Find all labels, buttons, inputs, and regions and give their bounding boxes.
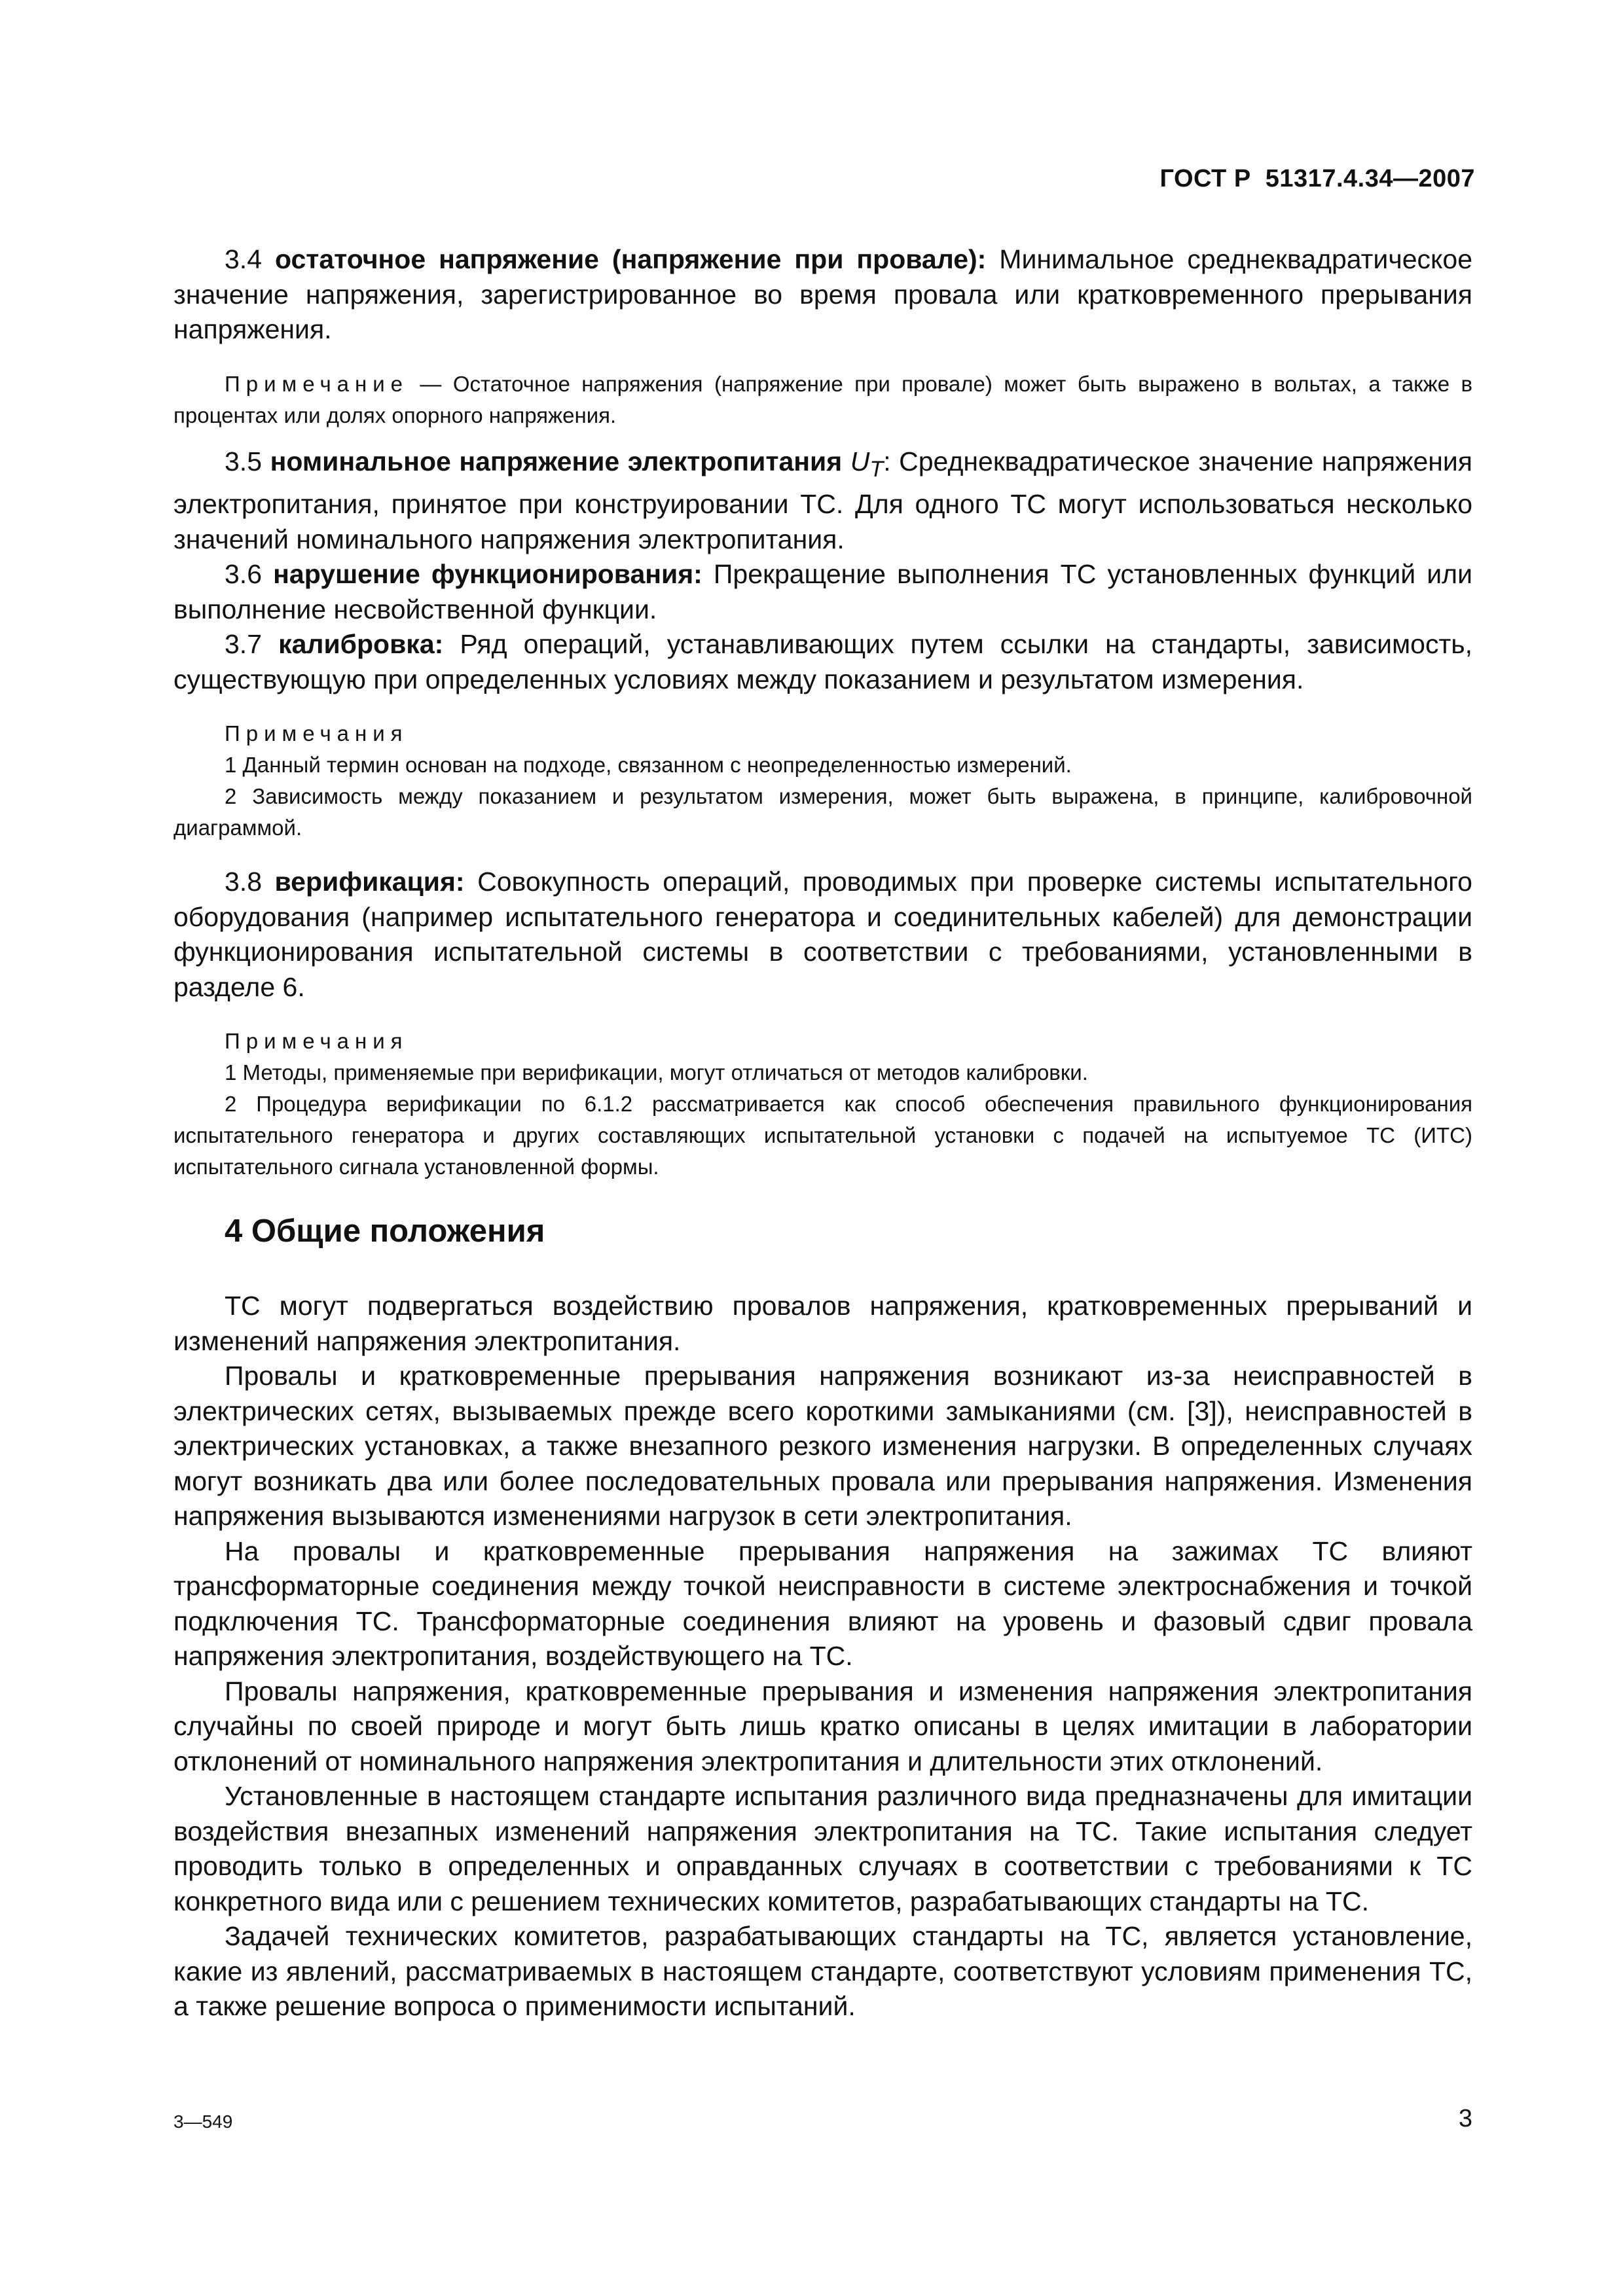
term: нарушение функционирования: bbox=[273, 559, 702, 590]
section4-paragraph-2: Провалы и кратковременные прерывания напряжения возникают из-за неисправностей в электрических сетях, вызываемых прежде всего короткими замыканиями (см. [3]), неисправностей в электрических установках, а также внезапного резкого изменения нагрузки. В определенных случаях могут возникать два или более последовательных провала или прерывания напряжения. Изменения напряжения вызываются изменениями нагрузок в сети электропитания. bbox=[173, 1361, 1472, 1532]
note-3-4 bbox=[173, 368, 1472, 431]
standard-designation: ГОСТ Р 51317.4.34—2007 bbox=[1159, 165, 1475, 192]
note-3-8-2: 2 Процедура верификации по 6.1.2 рассматривается как способ обеспечения правильного функционирования испытательного генератора и других составляющих испытательной установки с подачей на испытуемое ТС (ИТС) испытательного сигнала установленной формы. bbox=[173, 1092, 1472, 1179]
definition-3-7 bbox=[173, 627, 1472, 697]
term: калибровка: bbox=[278, 629, 444, 660]
definition-text: Совокупность операций, проводимых при проверке системы испытательного оборудования (например испытательного генератора и соединительных кабелей) для демонстрации функционирования испытательной системы в соответствии с требованиями, установленными в разделе 6. bbox=[173, 867, 1472, 1002]
section4-paragraph-5: Установленные в настоящем стандарте испытания различного вида предназначены для имитации воздействия внезапных изменений напряжения электропитания на ТС. Такие испытания следует проводить только в определенных и оправданных случаях в соответствии с требованиями к ТС конкретного вида или с решением технических комитетов, разрабатывающих стандарты на ТС. bbox=[173, 1781, 1472, 1916]
definition-3-8 bbox=[173, 865, 1472, 1005]
section4-paragraph-4: Провалы напряжения, кратковременные прерывания и изменения напряжения электропитания случайны по своей природе и могут быть лишь кратко описаны в целях имитации в лаборатории отклонений от номинального напряжения электропитания и длительности этих отклонений. bbox=[173, 1676, 1472, 1776]
term: остаточное напряжение (напряжение при провале): bbox=[274, 244, 987, 274]
definition-text: Минимальное среднеквадратическое значение напряжения, зарегистрированное во время провала или кратковременного прерывания напряжения. bbox=[173, 244, 1472, 344]
symbol-subscript: T bbox=[869, 456, 884, 482]
item-number: 3.7 bbox=[225, 629, 279, 660]
note-text: — Остаточное напряжения (напряжение при провале) может быть выражено в вольтах, а также в процентах или долях опорного напряжения. bbox=[173, 371, 1472, 427]
section4-paragraph-3: На провалы и кратковременные прерывания напряжения на зажимах ТС влияют трансформаторные соединения между точкой неисправности в системе электроснабжения и точкой подключения ТС. Трансформаторные соединения влияют на уровень и фазовый сдвиг провала напряжения электропитания, воздействующего на ТС. bbox=[173, 1535, 1472, 1672]
item-number: 3.5 bbox=[225, 446, 270, 476]
term: верификация: bbox=[274, 867, 465, 897]
definition-text: Ряд операций, устанавливающих путем ссылки на стандарты, зависимость, существующую при определенных условиях между показанием и результатом измерения. bbox=[173, 629, 1473, 694]
definition-3-4 bbox=[173, 242, 1472, 348]
page-body bbox=[173, 242, 1472, 2024]
item-number: 3.4 bbox=[225, 244, 275, 274]
section-heading: 4 Общие положения bbox=[225, 1213, 545, 1249]
note-label: Примечание bbox=[225, 371, 409, 396]
printing-mark: 3—549 bbox=[173, 2111, 233, 2132]
definition-text: : Среднеквадратическое значение напряжения электропитания, принятое при конструировании ТС. Для одного ТС могут использоваться несколько значений номинального напряжения электропитания. bbox=[173, 446, 1472, 554]
note-3-7-1: 1 Данный термин основан на подходе, связанном с неопределенностью измерений. bbox=[225, 753, 1072, 778]
definition-3-6 bbox=[173, 557, 1472, 627]
symbol: U bbox=[850, 446, 870, 476]
notes-heading-3-7: Примечания bbox=[225, 721, 409, 746]
definition-3-5 bbox=[173, 444, 1472, 558]
section4-paragraph-6: Задачей технических комитетов, разрабатывающих стандарты на ТС, является установление, какие из явлений, рассматриваемых в настоящем стандарте, соответствуют условиям применения ТС, а также решение вопроса о применимости испытаний. bbox=[173, 1921, 1472, 2022]
note-3-7-2: 2 Зависимость между показанием и результатом измерения, может быть выражена, в принципе, калибровочной диаграммой. bbox=[173, 784, 1472, 840]
item-number: 3.6 bbox=[225, 559, 274, 590]
term: номинальное напряжение электропитания bbox=[270, 446, 850, 476]
note-3-8-1: 1 Методы, применяемые при верификации, могут отличаться от методов калибровки. bbox=[225, 1060, 1088, 1085]
page-number: 3 bbox=[1458, 2105, 1472, 2132]
notes-heading-3-8: Примечания bbox=[225, 1029, 409, 1054]
definition-text: Прекращение выполнения ТС установленных функций или выполнение несвойственной функции. bbox=[173, 559, 1472, 624]
item-number: 3.8 bbox=[225, 867, 275, 897]
section4-paragraph-1: ТС могут подвергаться воздействию провалов напряжения, кратковременных прерываний и изменений напряжения электропитания. bbox=[173, 1291, 1472, 1356]
